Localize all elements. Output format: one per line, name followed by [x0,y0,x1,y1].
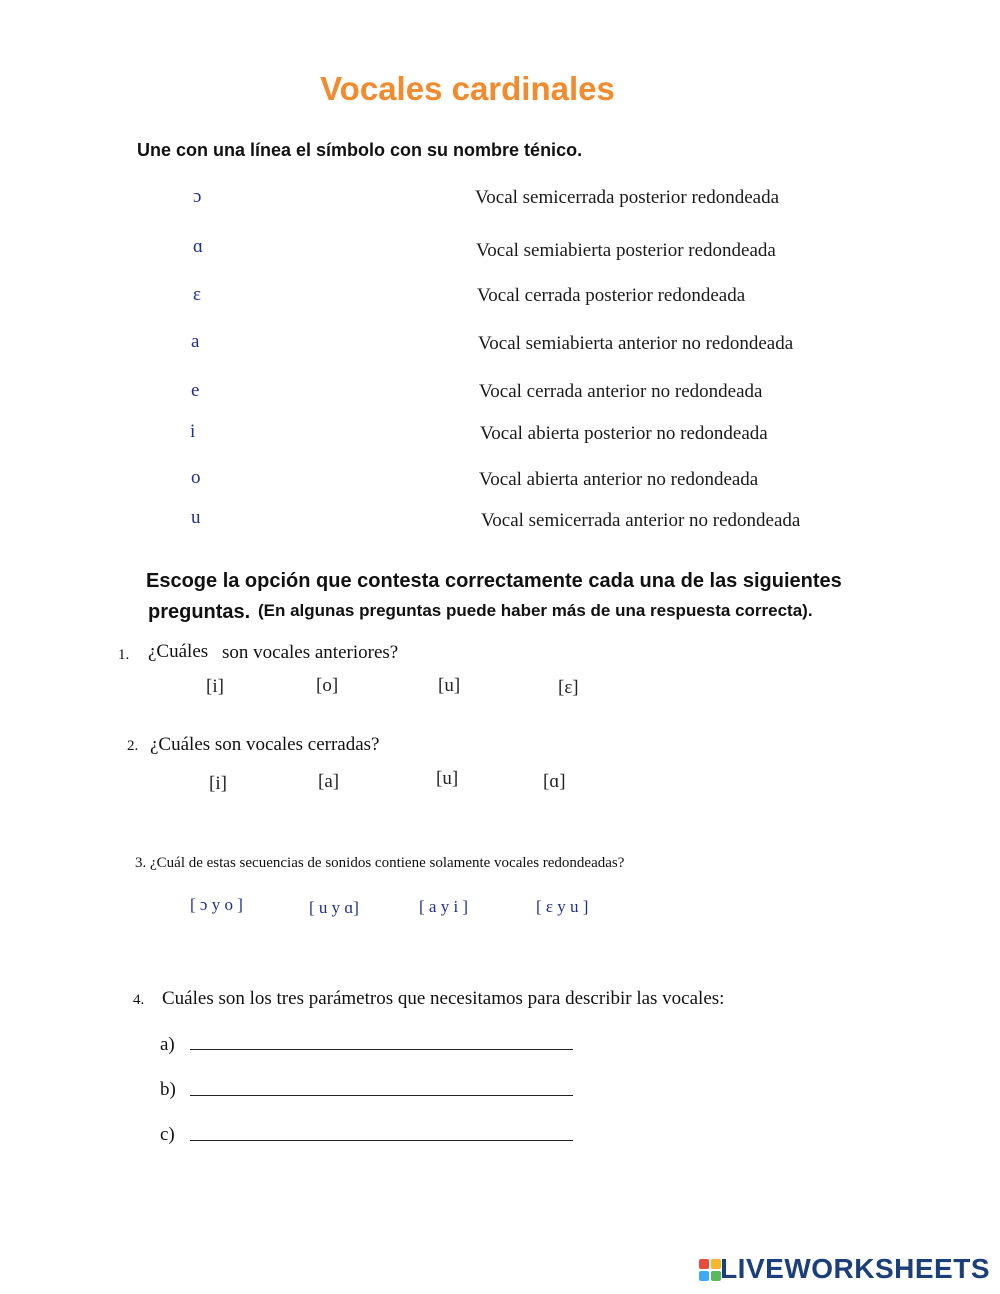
description-item[interactable]: Vocal semicerrada anterior no redondeada [481,510,801,531]
description-item[interactable]: Vocal abierta anterior no redondeada [479,469,759,490]
symbol-item[interactable]: a [191,331,200,352]
description-item[interactable]: Vocal semiabierta posterior redondeada [476,240,776,261]
question-number: 1. [118,647,130,663]
description-item[interactable]: Vocal semiabierta anterior no redondeada [478,333,794,354]
answer-option[interactable]: [ a y i ] [419,897,469,916]
symbol-item[interactable]: e [191,380,200,401]
brand-name[interactable]: LIVEWORKSHEETS [720,1253,990,1284]
question-text: ¿Cuáles [148,641,209,662]
question-text: 3. ¿Cuál de estas secuencias de sonidos contiene solamente vocales redondeadas? [135,855,625,871]
answer-option[interactable]: [ɑ] [543,771,566,792]
answer-line[interactable] [190,1140,573,1141]
answer-option[interactable]: [ ɔ y o ] [190,895,243,914]
answer-option[interactable]: [i] [209,773,227,794]
question-number: 2. [127,738,139,754]
answer-label: b) [160,1079,176,1100]
answer-option[interactable]: [u] [436,768,459,789]
liveworksheets-logo-icon [699,1259,721,1281]
answer-option[interactable]: [o] [316,675,339,696]
answer-label: c) [160,1124,175,1145]
description-item[interactable]: Vocal abierta posterior no redondeada [480,423,768,444]
answer-line[interactable] [190,1095,573,1096]
answer-option[interactable]: [ u y ɑ] [309,898,359,917]
description-item[interactable]: Vocal cerrada anterior no redondeada [479,381,763,402]
answer-label: a) [160,1034,175,1055]
logo-square [699,1271,709,1281]
answer-option[interactable]: [u] [438,675,461,696]
symbol-item[interactable]: i [190,421,196,442]
symbol-item[interactable]: o [191,467,201,488]
symbol-item[interactable]: ɔ [193,186,202,207]
answer-option[interactable]: [a] [318,771,340,792]
answer-option[interactable]: [ ɛ y u ] [536,897,589,916]
question-number: 4. [133,992,145,1008]
symbol-item[interactable]: u [191,507,201,528]
answer-option[interactable]: [ɛ] [558,677,579,698]
question-text: Cuáles son los tres parámetros que necesitamos para describir las vocales: [162,988,725,1009]
logo-square [699,1259,709,1269]
answer-line[interactable] [190,1049,573,1050]
description-item[interactable]: Vocal cerrada posterior redondeada [477,285,746,306]
answer-option[interactable]: [i] [206,676,224,697]
description-item[interactable]: Vocal semicerrada posterior redondeada [475,187,780,208]
question-text: son vocales anteriores? [222,642,399,663]
choice-instruction-note: (En algunas preguntas puede haber más de una respuesta correcta). [258,601,813,620]
symbol-item[interactable]: ɛ [193,284,201,305]
choice-instruction: Escoge la opción que contesta correctamente cada una de las siguientes [146,570,842,592]
matching-instruction: Une con una línea el símbolo con su nombre ténico. [137,140,583,160]
page-title: Vocales cardinales [320,70,615,107]
question-text: ¿Cuáles son vocales cerradas? [150,734,380,755]
choice-instruction-line2: preguntas. [148,601,251,623]
symbol-item[interactable]: ɑ [193,236,203,257]
